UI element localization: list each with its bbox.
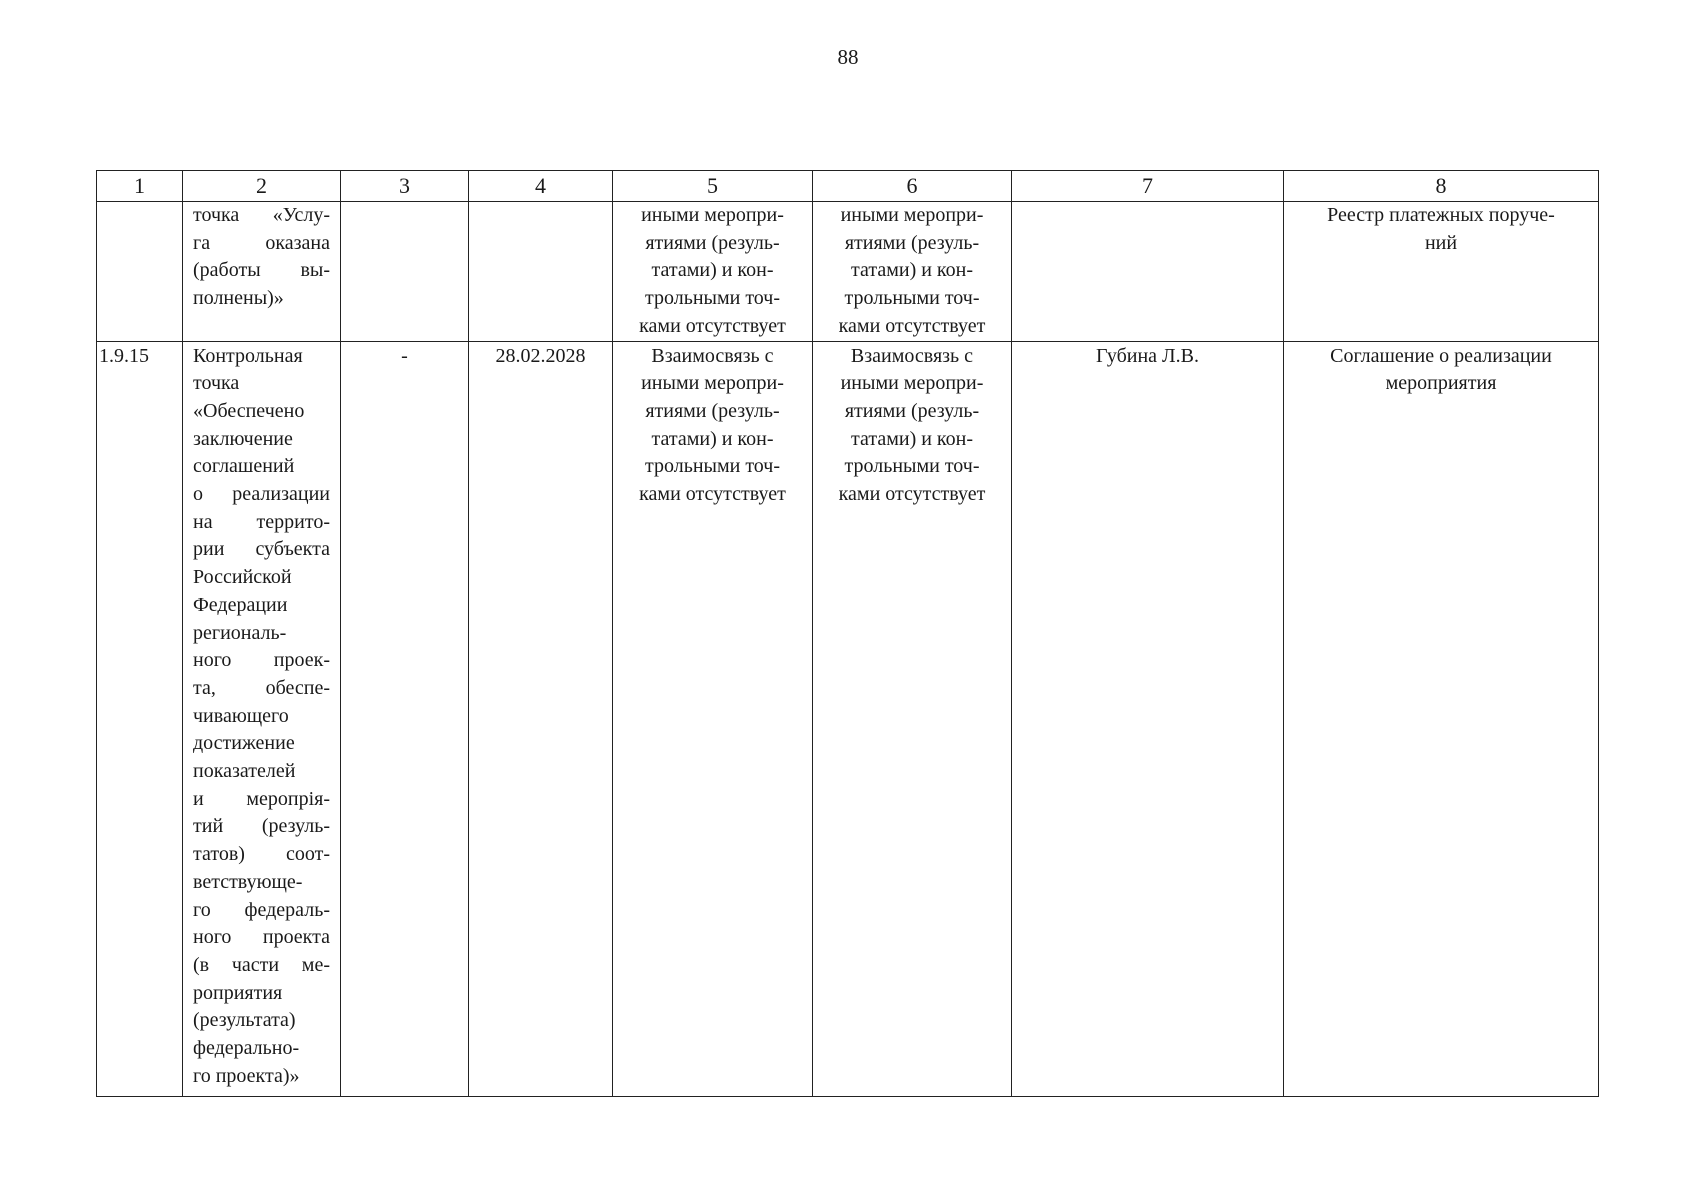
cell-line: иными меропри- <box>840 204 984 226</box>
column-header-6: 6 <box>813 171 1012 202</box>
cell-line: татов) соот- <box>193 843 330 866</box>
cell-line: мероприятия <box>1385 372 1497 395</box>
column-header-7: 7 <box>1012 171 1284 202</box>
column-header-5: 5 <box>613 171 813 202</box>
table-row-1-9-15 <box>97 341 1599 1096</box>
cell-line: тий (резуль- <box>193 815 330 838</box>
cell-line: ками отсутствует <box>639 314 786 337</box>
cell-line: иными меропри- <box>840 372 984 395</box>
cell-line: татами) и кон- <box>651 259 774 282</box>
cell-line: татами) и кон- <box>851 259 973 282</box>
cell-line: го федераль- <box>193 898 330 921</box>
cell-number: 1.9.15 <box>97 341 183 1096</box>
column-number-row <box>97 171 1599 202</box>
column-header-8: 8 <box>1284 171 1599 202</box>
cell-line: га оказана <box>193 231 330 254</box>
cell-line: роприятия <box>193 981 283 1004</box>
cell-line: ятиями (резуль- <box>645 231 780 254</box>
cell-line: «Обеспечено <box>193 399 305 422</box>
cell-line: ятиями (резуль- <box>645 399 780 422</box>
cell-line: ками отсутствует <box>838 483 986 506</box>
cell-line: Соглашение о реализации <box>1330 344 1552 367</box>
cell-date: 28.02.2028 <box>469 341 613 1096</box>
cell-line: ятиями (резуль- <box>844 399 980 422</box>
cell-responsible <box>1012 202 1284 342</box>
cell-line: рии субъекта <box>193 538 330 561</box>
cell-line: Реестр платежных поруче- <box>1327 204 1555 226</box>
cell-line: Взаимосвязь с <box>850 344 974 367</box>
cell-document <box>1284 202 1599 342</box>
cell-line: та, обеспе- <box>193 676 330 699</box>
cell-line: трольными точ- <box>844 455 980 478</box>
cell-line: (в части ме- <box>193 953 330 976</box>
cell-name <box>183 341 341 1096</box>
cell-line: ний <box>1424 231 1458 254</box>
cell-line: на террито- <box>193 510 330 533</box>
cell-line: ками отсутствует <box>838 314 986 337</box>
document-table <box>96 170 1599 1097</box>
cell-line: татами) и кон- <box>651 427 774 450</box>
cell-line: достижение <box>193 732 295 755</box>
cell-line: иными меропри- <box>641 204 784 226</box>
cell-relation-5 <box>613 341 813 1096</box>
cell-line: иными меропри- <box>641 372 784 395</box>
cell-line: татами) и кон- <box>851 427 973 450</box>
column-header-3: 3 <box>341 171 469 202</box>
cell-line: ветствующе- <box>193 870 303 893</box>
cell-line: соглашений <box>193 455 295 478</box>
cell-date <box>469 202 613 342</box>
cell-line: и меропрiя- <box>193 787 330 810</box>
cell-relation-6 <box>813 202 1012 342</box>
cell-line: трольными точ- <box>844 287 980 310</box>
cell-line: федерально- <box>193 1037 300 1060</box>
cell-relation-6 <box>813 341 1012 1096</box>
cell-line: Федерации <box>193 593 288 616</box>
cell-line: чивающего <box>193 704 289 727</box>
cell-col3 <box>341 202 469 342</box>
cell-number <box>97 202 183 342</box>
cell-line: полнены)» <box>193 287 284 310</box>
cell-col3: - <box>341 341 469 1096</box>
cell-line: заключение <box>193 427 293 450</box>
cell-line: точка «Услу- <box>193 204 330 226</box>
cell-line: го проекта)» <box>193 1064 300 1087</box>
cell-line: Контрольная <box>193 344 303 367</box>
cell-document <box>1284 341 1599 1096</box>
cell-line: Взаимосвязь с <box>651 344 774 367</box>
cell-line: о реализации <box>193 483 330 506</box>
cell-line: региональ- <box>193 621 287 644</box>
cell-relation-5 <box>613 202 813 342</box>
cell-line: трольными точ- <box>645 455 780 478</box>
cell-line: ятиями (резуль- <box>844 231 980 254</box>
cell-responsible: Губина Л.В. <box>1012 341 1284 1096</box>
cell-line: показателей <box>193 760 296 783</box>
cell-name <box>183 202 341 342</box>
cell-line: ного проекта <box>193 926 330 949</box>
cell-line: трольными точ- <box>645 287 780 310</box>
column-header-1: 1 <box>97 171 183 202</box>
cell-line: ного проек- <box>193 649 330 672</box>
cell-line: Российской <box>193 566 292 589</box>
page-number: 88 <box>837 45 859 69</box>
cell-line: (результата) <box>193 1009 296 1032</box>
cell-line: ками отсутствует <box>639 483 786 506</box>
table-row-continued <box>97 202 1599 342</box>
column-header-4: 4 <box>469 171 613 202</box>
cell-line: точка <box>193 372 240 395</box>
cell-line: (работы вы- <box>193 259 330 282</box>
column-header-2: 2 <box>183 171 341 202</box>
